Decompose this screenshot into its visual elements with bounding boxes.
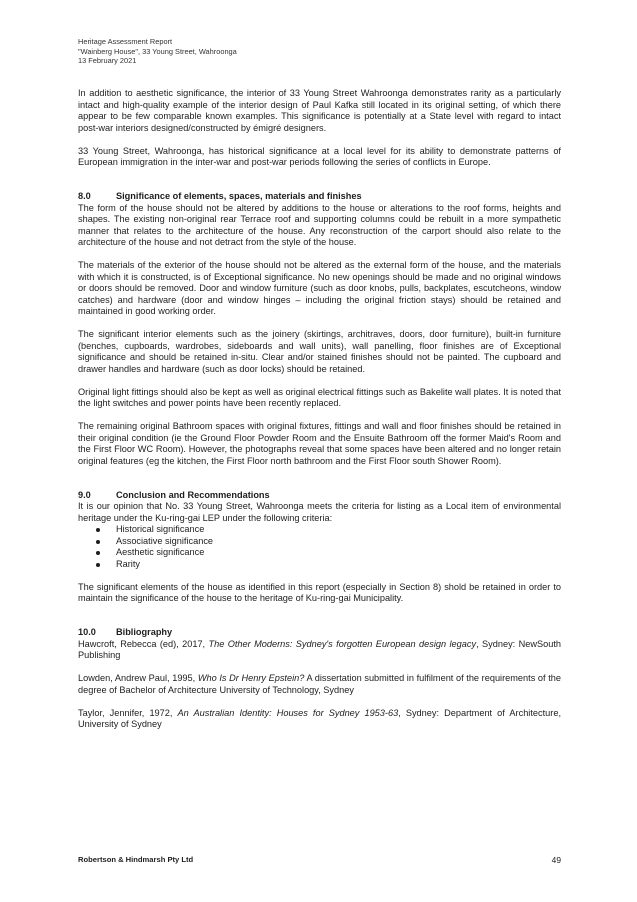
body-text [78, 88, 561, 742]
page-number: 49 [551, 855, 561, 865]
section-8-paragraph-lighting: Original light fittings should also be kept as well as original electrical fittings such as Bakelite wall plates. It is noted that the light switches and power points have been recently replaced. [78, 386, 561, 408]
criteria-item: Historical significance [78, 524, 561, 536]
paragraph-historical: 33 Young Street, Wahroonga, has historical significance at a local level for its ability to demonstrate patterns of European immigration in the inter-war and post-war periods following the series of conflicts in Europe. [78, 145, 561, 167]
criteria-item: Rarity [78, 559, 561, 571]
section-10-heading [78, 627, 561, 639]
section-8-title: Significance of elements, spaces, materials and finishes [116, 191, 362, 201]
header-report-title: Heritage Assessment Report [78, 37, 173, 46]
criteria-list [78, 524, 561, 570]
header-property: "Wainberg House", 33 Young Street, Wahroonga [78, 46, 237, 56]
section-9-title: Conclusion and Recommendations [116, 489, 270, 500]
criteria-item: Associative significance [78, 536, 561, 548]
section-8-paragraph-bathrooms: The remaining original Bathroom spaces with original fixtures, fittings and wall and floor finishes should be retained in their original condition (ie the Ground Floor Powder Room and the Ensuite Bathroom off the former Maid's Room and the First Floor WC Room). However, the photographs reveal that some spaces have been altered and no longer retain original features (eg the kitchen, the First Floor north bathroom and the First Floor south Shower Room). [78, 421, 561, 466]
header-date: 13 February 2021 [78, 56, 137, 65]
footer-firm-name: Robertson & Hindmarsh Pty Ltd [78, 855, 194, 864]
section-8-paragraph-interior: The significant interior elements such as the joinery (skirtings, architraves, doors, door furniture), built-in furniture (benches, cupboards, wardrobes, sideboards and wall units), wall panelling, floor finishes are of Exceptional significance and should be retained in-situ. Clear and/or stained finishes should not be painted. The cupboard and drawer handles and hardware (such as door locks) should be retained. [78, 329, 561, 374]
running-header [78, 37, 237, 66]
section-8-paragraph-materials: The materials of the exterior of the house should not be altered as the external form of the house, and the materials with which it is constructed, is of Exceptional significance. No new openings should be made and no original windows or doors should be removed. Door and window furniture (such as door knobs, pulls, backplates, escutcheons, window catches) and hardware (door and window hinges – including the original friction stays) should be retained and maintained in good working order. [78, 260, 561, 316]
section-9-number: 9.0 [78, 489, 91, 500]
section-10-title: Bibliography [116, 627, 173, 637]
bibliography-entry: Lowden, Andrew Paul, 1995, Who Is Dr Henry Epstein? A dissertation submitted in fulfilment of the requirements of the degree of Bachelor of Architecture University of Technology, Sydney [78, 673, 561, 695]
bibliography-entry: Hawcroft, Rebecca (ed), 2017, The Other Moderns: Sydney's forgotten European design legacy, Sydney: NewSouth Publishing [78, 638, 561, 660]
section-8-paragraph-form: The form of the house should not be altered by additions to the house or alterations to the roof forms, heights and shapes. The existing non-original rear Terrace roof and supporting columns could be rebuilt in a more sympathetic manner that relates to the architecture of the house. Any reconstruction of the carport should also relate to the architecture of the house and not detract from the style of the house. [78, 202, 561, 247]
section-10-number: 10.0 [78, 627, 96, 637]
section-9-closing: The significant elements of the house as identified in this report (especially in Section 8) shold be retained in order to maintain the significance of the house to the heritage of Ku-ring-gai Municipality. [78, 581, 561, 603]
section-8-heading [78, 191, 561, 203]
section-8-number: 8.0 [78, 191, 91, 201]
section-9-heading [78, 490, 561, 502]
section-9-intro: It is our opinion that No. 33 Young Street, Wahroonga meets the criteria for listing as a Local item of environmental heritage under the Ku-ring-gai LEP under the following criteria: [78, 501, 561, 523]
page-footer [78, 855, 561, 865]
criteria-item: Aesthetic significance [78, 547, 561, 559]
bibliography-entry: Taylor, Jennifer, 1972, An Australian Identity: Houses for Sydney 1953-63, Sydney: Department of Architecture, University of Sydney [78, 707, 561, 729]
paragraph-rarity: In addition to aesthetic significance, the interior of 33 Young Street Wahroonga demonstrates rarity as a particularly intact and high-quality example of the interior design of Paul Kafka still located in its original setting, of which there appear to be few comparable known examples. This significance is potentially at a State level with regard to intact post-war interiors designed/constructed by émigré designers. [78, 88, 561, 133]
